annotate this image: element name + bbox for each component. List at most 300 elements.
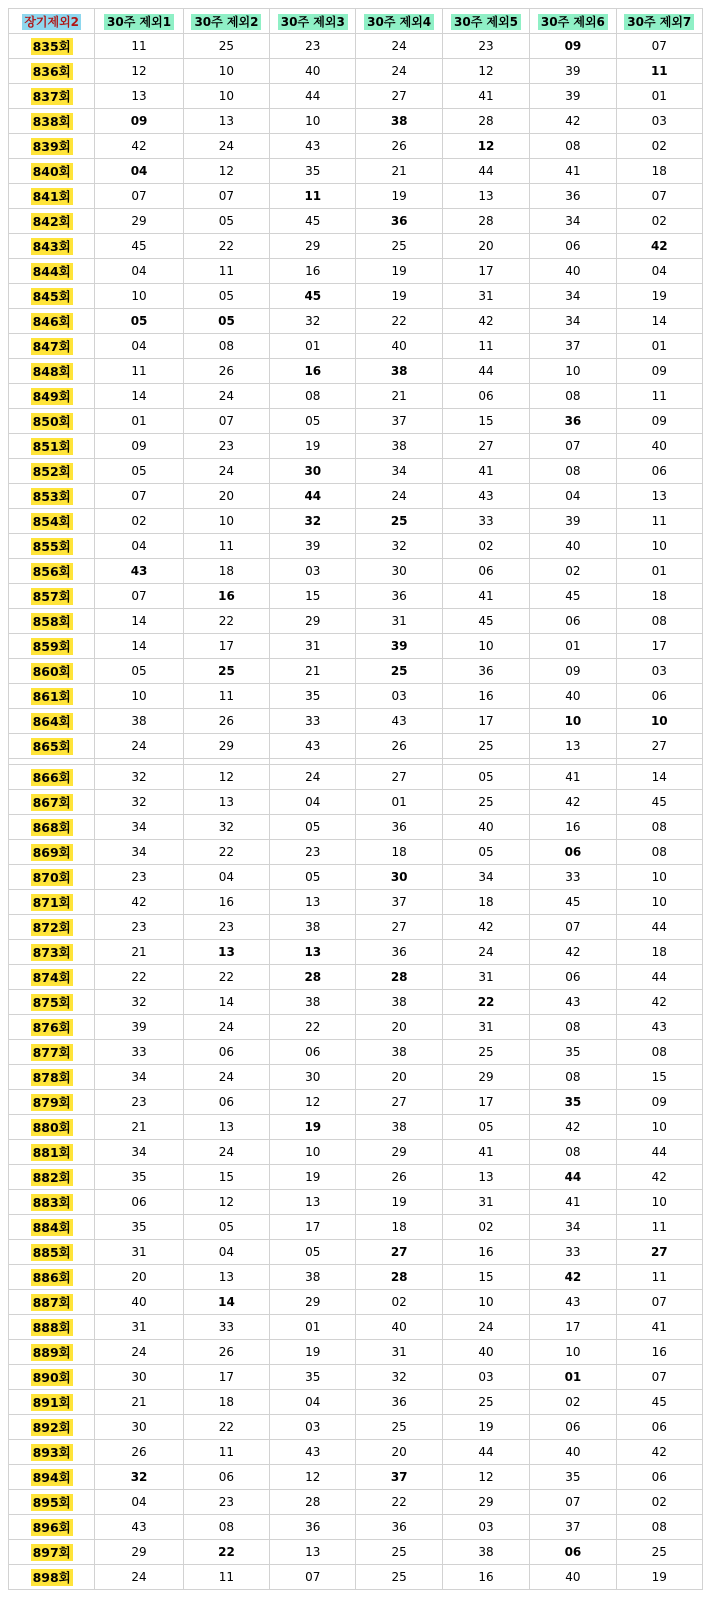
value-cell: 22 [356,309,442,334]
table-row [9,1140,703,1165]
value-cell: 34 [530,1215,616,1240]
episode-cell [9,1490,95,1515]
episode-cell [9,1415,95,1440]
value-cell: 11 [616,384,702,409]
value-cell: 19 [616,284,702,309]
table-row [9,1015,703,1040]
value-cell: 42 [616,1440,702,1465]
value-cell: 05 [270,815,356,840]
episode-label: 879회 [32,1095,71,1110]
table-row [9,1315,703,1340]
value-cell: 02 [530,559,616,584]
value-cell: 11 [95,34,183,59]
value-cell: 11 [442,334,529,359]
value-cell: 32 [183,815,269,840]
value-cell: 25 [442,1040,529,1065]
value-cell: 10 [442,1290,529,1315]
value-cell: 10 [530,1340,616,1365]
episode-cell [9,484,95,509]
episode-cell [9,184,95,209]
table-row [9,1340,703,1365]
value-cell: 32 [270,309,356,334]
episode-cell [9,459,95,484]
value-cell: 03 [442,1515,529,1540]
value-cell: 13 [183,1115,269,1140]
value-cell: 04 [95,534,183,559]
value-cell: 18 [616,584,702,609]
value-cell: 14 [616,765,702,790]
value-cell: 12 [442,134,529,159]
value-cell: 14 [95,634,183,659]
value-cell: 08 [530,1140,616,1165]
episode-cell [9,234,95,259]
value-cell: 10 [270,1140,356,1165]
value-cell: 17 [442,259,529,284]
value-cell: 19 [442,1415,529,1440]
value-cell: 39 [530,84,616,109]
value-cell: 06 [95,1190,183,1215]
episode-label: 895회 [32,1495,71,1510]
value-cell: 32 [95,765,183,790]
value-cell: 20 [356,1015,442,1040]
episode-cell [9,1140,95,1165]
value-cell: 19 [356,284,442,309]
value-cell: 13 [183,109,269,134]
value-cell: 30 [95,1365,183,1390]
value-cell: 07 [95,184,183,209]
table-row [9,1165,703,1190]
table-row [9,915,703,940]
episode-label: 888회 [32,1320,71,1335]
value-cell: 34 [530,209,616,234]
value-cell: 23 [95,915,183,940]
value-cell: 25 [356,1540,442,1565]
value-cell: 41 [442,84,529,109]
table-row [9,734,703,759]
value-cell: 05 [183,1215,269,1240]
value-cell: 10 [442,634,529,659]
value-cell: 39 [270,534,356,559]
value-cell: 29 [183,734,269,759]
episode-label: 843회 [32,239,71,254]
episode-label: 891회 [32,1395,71,1410]
value-cell: 37 [356,409,442,434]
value-cell: 26 [183,359,269,384]
table-row [9,609,703,634]
episode-label: 878회 [32,1070,71,1085]
value-cell: 07 [616,184,702,209]
table-row [9,1390,703,1415]
value-cell: 44 [530,1165,616,1190]
value-cell: 22 [183,609,269,634]
value-cell: 18 [616,159,702,184]
value-cell: 24 [183,1065,269,1090]
table-row [9,59,703,84]
header-label: 장기제외2 [24,14,80,29]
value-cell: 24 [270,765,356,790]
episode-cell [9,359,95,384]
episode-label: 848회 [32,364,71,379]
value-cell: 05 [183,209,269,234]
value-cell: 40 [442,1340,529,1365]
value-cell: 07 [95,484,183,509]
value-cell: 44 [616,915,702,940]
episode-cell [9,609,95,634]
value-cell: 22 [183,1415,269,1440]
episode-label: 852회 [32,464,71,479]
value-cell: 03 [356,684,442,709]
value-cell: 05 [442,765,529,790]
value-cell: 02 [442,534,529,559]
value-cell: 24 [183,459,269,484]
episode-cell [9,634,95,659]
episode-label: 844회 [32,264,71,279]
value-cell: 38 [442,1540,529,1565]
value-cell: 02 [95,509,183,534]
value-cell: 44 [442,159,529,184]
episode-label: 858회 [32,614,71,629]
value-cell: 08 [530,384,616,409]
table-row [9,459,703,484]
value-cell: 20 [356,1065,442,1090]
episode-cell [9,1465,95,1490]
episode-label: 845회 [32,289,71,304]
episode-cell [9,209,95,234]
value-cell: 42 [95,890,183,915]
table-row [9,234,703,259]
episode-cell [9,1390,95,1415]
value-cell: 25 [356,1415,442,1440]
episode-label: 896회 [32,1520,71,1535]
value-cell: 31 [270,634,356,659]
value-cell: 08 [616,840,702,865]
value-cell: 06 [616,459,702,484]
value-cell: 08 [270,384,356,409]
value-cell: 29 [356,1140,442,1165]
value-cell: 34 [442,865,529,890]
value-cell: 29 [270,234,356,259]
value-cell: 13 [442,184,529,209]
value-cell: 11 [183,1440,269,1465]
value-cell: 41 [530,765,616,790]
value-cell: 05 [442,840,529,865]
value-cell: 31 [442,1190,529,1215]
value-cell: 17 [183,634,269,659]
value-cell: 34 [530,309,616,334]
value-cell: 07 [530,1490,616,1515]
value-cell: 13 [270,1540,356,1565]
value-cell: 13 [183,940,269,965]
episode-label: 892회 [32,1420,71,1435]
value-cell: 21 [356,159,442,184]
value-cell: 08 [616,815,702,840]
value-cell: 22 [183,965,269,990]
value-cell: 04 [530,484,616,509]
value-cell: 40 [530,1565,616,1590]
value-cell: 03 [616,109,702,134]
value-cell: 08 [616,1040,702,1065]
episode-label: 868회 [32,820,71,835]
episode-cell [9,1290,95,1315]
value-cell: 07 [530,434,616,459]
value-cell: 41 [530,1190,616,1215]
value-cell: 01 [616,334,702,359]
value-cell: 38 [356,990,442,1015]
value-cell: 11 [616,509,702,534]
value-cell: 06 [616,684,702,709]
value-cell: 02 [530,1390,616,1415]
table-row [9,1290,703,1315]
header-cell [442,9,529,34]
value-cell: 23 [270,34,356,59]
value-cell: 02 [356,1290,442,1315]
value-cell: 16 [270,359,356,384]
value-cell: 36 [356,940,442,965]
value-cell: 07 [183,184,269,209]
episode-cell [9,1440,95,1465]
episode-label: 860회 [32,664,71,679]
episode-label: 839회 [32,139,71,154]
value-cell: 43 [356,709,442,734]
value-cell: 08 [530,459,616,484]
value-cell: 37 [356,1465,442,1490]
value-cell: 04 [616,259,702,284]
value-cell: 24 [356,59,442,84]
episode-cell [9,509,95,534]
table-row [9,965,703,990]
value-cell: 24 [95,1565,183,1590]
value-cell: 29 [270,1290,356,1315]
value-cell: 16 [442,684,529,709]
episode-label: 880회 [32,1120,71,1135]
value-cell: 33 [442,509,529,534]
value-cell: 44 [442,1440,529,1465]
value-cell: 24 [442,940,529,965]
table-row [9,1115,703,1140]
value-cell: 43 [270,134,356,159]
value-cell: 23 [95,1090,183,1115]
value-cell: 29 [270,609,356,634]
value-cell: 34 [356,459,442,484]
table-row [9,709,703,734]
value-cell: 10 [530,359,616,384]
value-cell: 40 [530,1440,616,1465]
value-cell: 10 [183,84,269,109]
value-cell: 42 [442,915,529,940]
value-cell: 05 [95,659,183,684]
value-cell: 36 [356,815,442,840]
header-cell [95,9,183,34]
table-row [9,1540,703,1565]
header-label: 30주 제외7 [624,14,694,30]
episode-label: 857회 [32,589,71,604]
table-row [9,484,703,509]
episode-cell [9,815,95,840]
value-cell: 22 [442,990,529,1015]
value-cell: 19 [356,1190,442,1215]
episode-cell [9,559,95,584]
value-cell: 40 [442,815,529,840]
value-cell: 33 [95,1040,183,1065]
value-cell: 32 [356,1365,442,1390]
value-cell: 28 [270,1490,356,1515]
value-cell: 02 [442,1215,529,1240]
value-cell: 17 [530,1315,616,1340]
value-cell: 04 [270,790,356,815]
value-cell: 04 [183,865,269,890]
table-row [9,1515,703,1540]
header-label: 30주 제외2 [191,14,261,30]
value-cell: 38 [356,359,442,384]
value-cell: 18 [442,890,529,915]
value-cell: 12 [183,159,269,184]
episode-label: 898회 [32,1570,71,1585]
value-cell: 34 [95,1140,183,1165]
table-row [9,109,703,134]
value-cell: 05 [95,459,183,484]
value-cell: 07 [95,584,183,609]
table-row [9,1265,703,1290]
value-cell: 17 [616,634,702,659]
value-cell: 31 [95,1240,183,1265]
value-cell: 25 [356,234,442,259]
value-cell: 09 [530,34,616,59]
episode-label: 884회 [32,1220,71,1235]
value-cell: 45 [270,209,356,234]
value-cell: 30 [270,1065,356,1090]
episode-label: 861회 [32,689,71,704]
value-cell: 11 [183,684,269,709]
episode-cell [9,1190,95,1215]
episode-cell [9,990,95,1015]
episode-label: 871회 [32,895,71,910]
value-cell: 45 [270,284,356,309]
table-row [9,34,703,59]
value-cell: 04 [95,1490,183,1515]
value-cell: 06 [442,559,529,584]
value-cell: 14 [183,990,269,1015]
episode-label: 840회 [32,164,71,179]
value-cell: 10 [95,684,183,709]
value-cell: 28 [442,209,529,234]
value-cell: 27 [356,765,442,790]
table-row [9,409,703,434]
value-cell: 06 [616,1465,702,1490]
value-cell: 20 [183,484,269,509]
value-cell: 17 [183,1365,269,1390]
value-cell: 12 [270,1090,356,1115]
value-cell: 25 [356,509,442,534]
value-cell: 22 [183,840,269,865]
episode-label: 838회 [32,114,71,129]
value-cell: 44 [270,84,356,109]
value-cell: 18 [183,1390,269,1415]
episode-label: 853회 [32,489,71,504]
episode-cell [9,1065,95,1090]
value-cell: 14 [95,609,183,634]
value-cell: 11 [616,1265,702,1290]
header-label: 30주 제외4 [364,14,434,30]
value-cell: 40 [270,59,356,84]
value-cell: 24 [356,484,442,509]
value-cell: 39 [356,634,442,659]
value-cell: 42 [530,109,616,134]
value-cell: 06 [183,1090,269,1115]
value-cell: 31 [442,284,529,309]
table-row [9,334,703,359]
value-cell: 09 [530,659,616,684]
episode-cell [9,734,95,759]
value-cell: 36 [356,584,442,609]
value-cell: 08 [530,1015,616,1040]
value-cell: 36 [356,1390,442,1415]
episode-label: 873회 [32,945,71,960]
value-cell: 44 [270,484,356,509]
value-cell: 10 [616,534,702,559]
value-cell: 36 [356,209,442,234]
value-cell: 24 [95,734,183,759]
value-cell: 27 [616,734,702,759]
table-row [9,840,703,865]
header-cell [9,9,95,34]
value-cell: 28 [356,1265,442,1290]
value-cell: 42 [530,1115,616,1140]
value-cell: 42 [530,1265,616,1290]
value-cell: 45 [616,1390,702,1415]
value-cell: 23 [270,840,356,865]
value-cell: 37 [530,334,616,359]
value-cell: 07 [530,915,616,940]
table-row [9,209,703,234]
episode-cell [9,1240,95,1265]
table-row [9,1240,703,1265]
table-row [9,890,703,915]
value-cell: 05 [270,1240,356,1265]
episode-cell [9,59,95,84]
header-cell [270,9,356,34]
value-cell: 22 [95,965,183,990]
value-cell: 07 [616,1365,702,1390]
table-row [9,940,703,965]
value-cell: 20 [95,1265,183,1290]
episode-label: 856회 [32,564,71,579]
episode-cell [9,684,95,709]
value-cell: 06 [270,1040,356,1065]
episode-cell [9,109,95,134]
value-cell: 15 [442,1265,529,1290]
value-cell: 29 [95,209,183,234]
value-cell: 11 [183,534,269,559]
value-cell: 27 [356,1090,442,1115]
table-row [9,815,703,840]
episode-cell [9,384,95,409]
value-cell: 45 [530,890,616,915]
value-cell: 22 [270,1015,356,1040]
episode-cell [9,34,95,59]
value-cell: 24 [183,384,269,409]
value-cell: 10 [616,1190,702,1215]
value-cell: 10 [183,59,269,84]
value-cell: 06 [442,384,529,409]
value-cell: 12 [270,1465,356,1490]
value-cell: 09 [95,434,183,459]
value-cell: 40 [530,534,616,559]
episode-cell [9,259,95,284]
episode-label: 874회 [32,970,71,985]
value-cell: 42 [616,990,702,1015]
value-cell: 26 [356,134,442,159]
episode-cell [9,1015,95,1040]
